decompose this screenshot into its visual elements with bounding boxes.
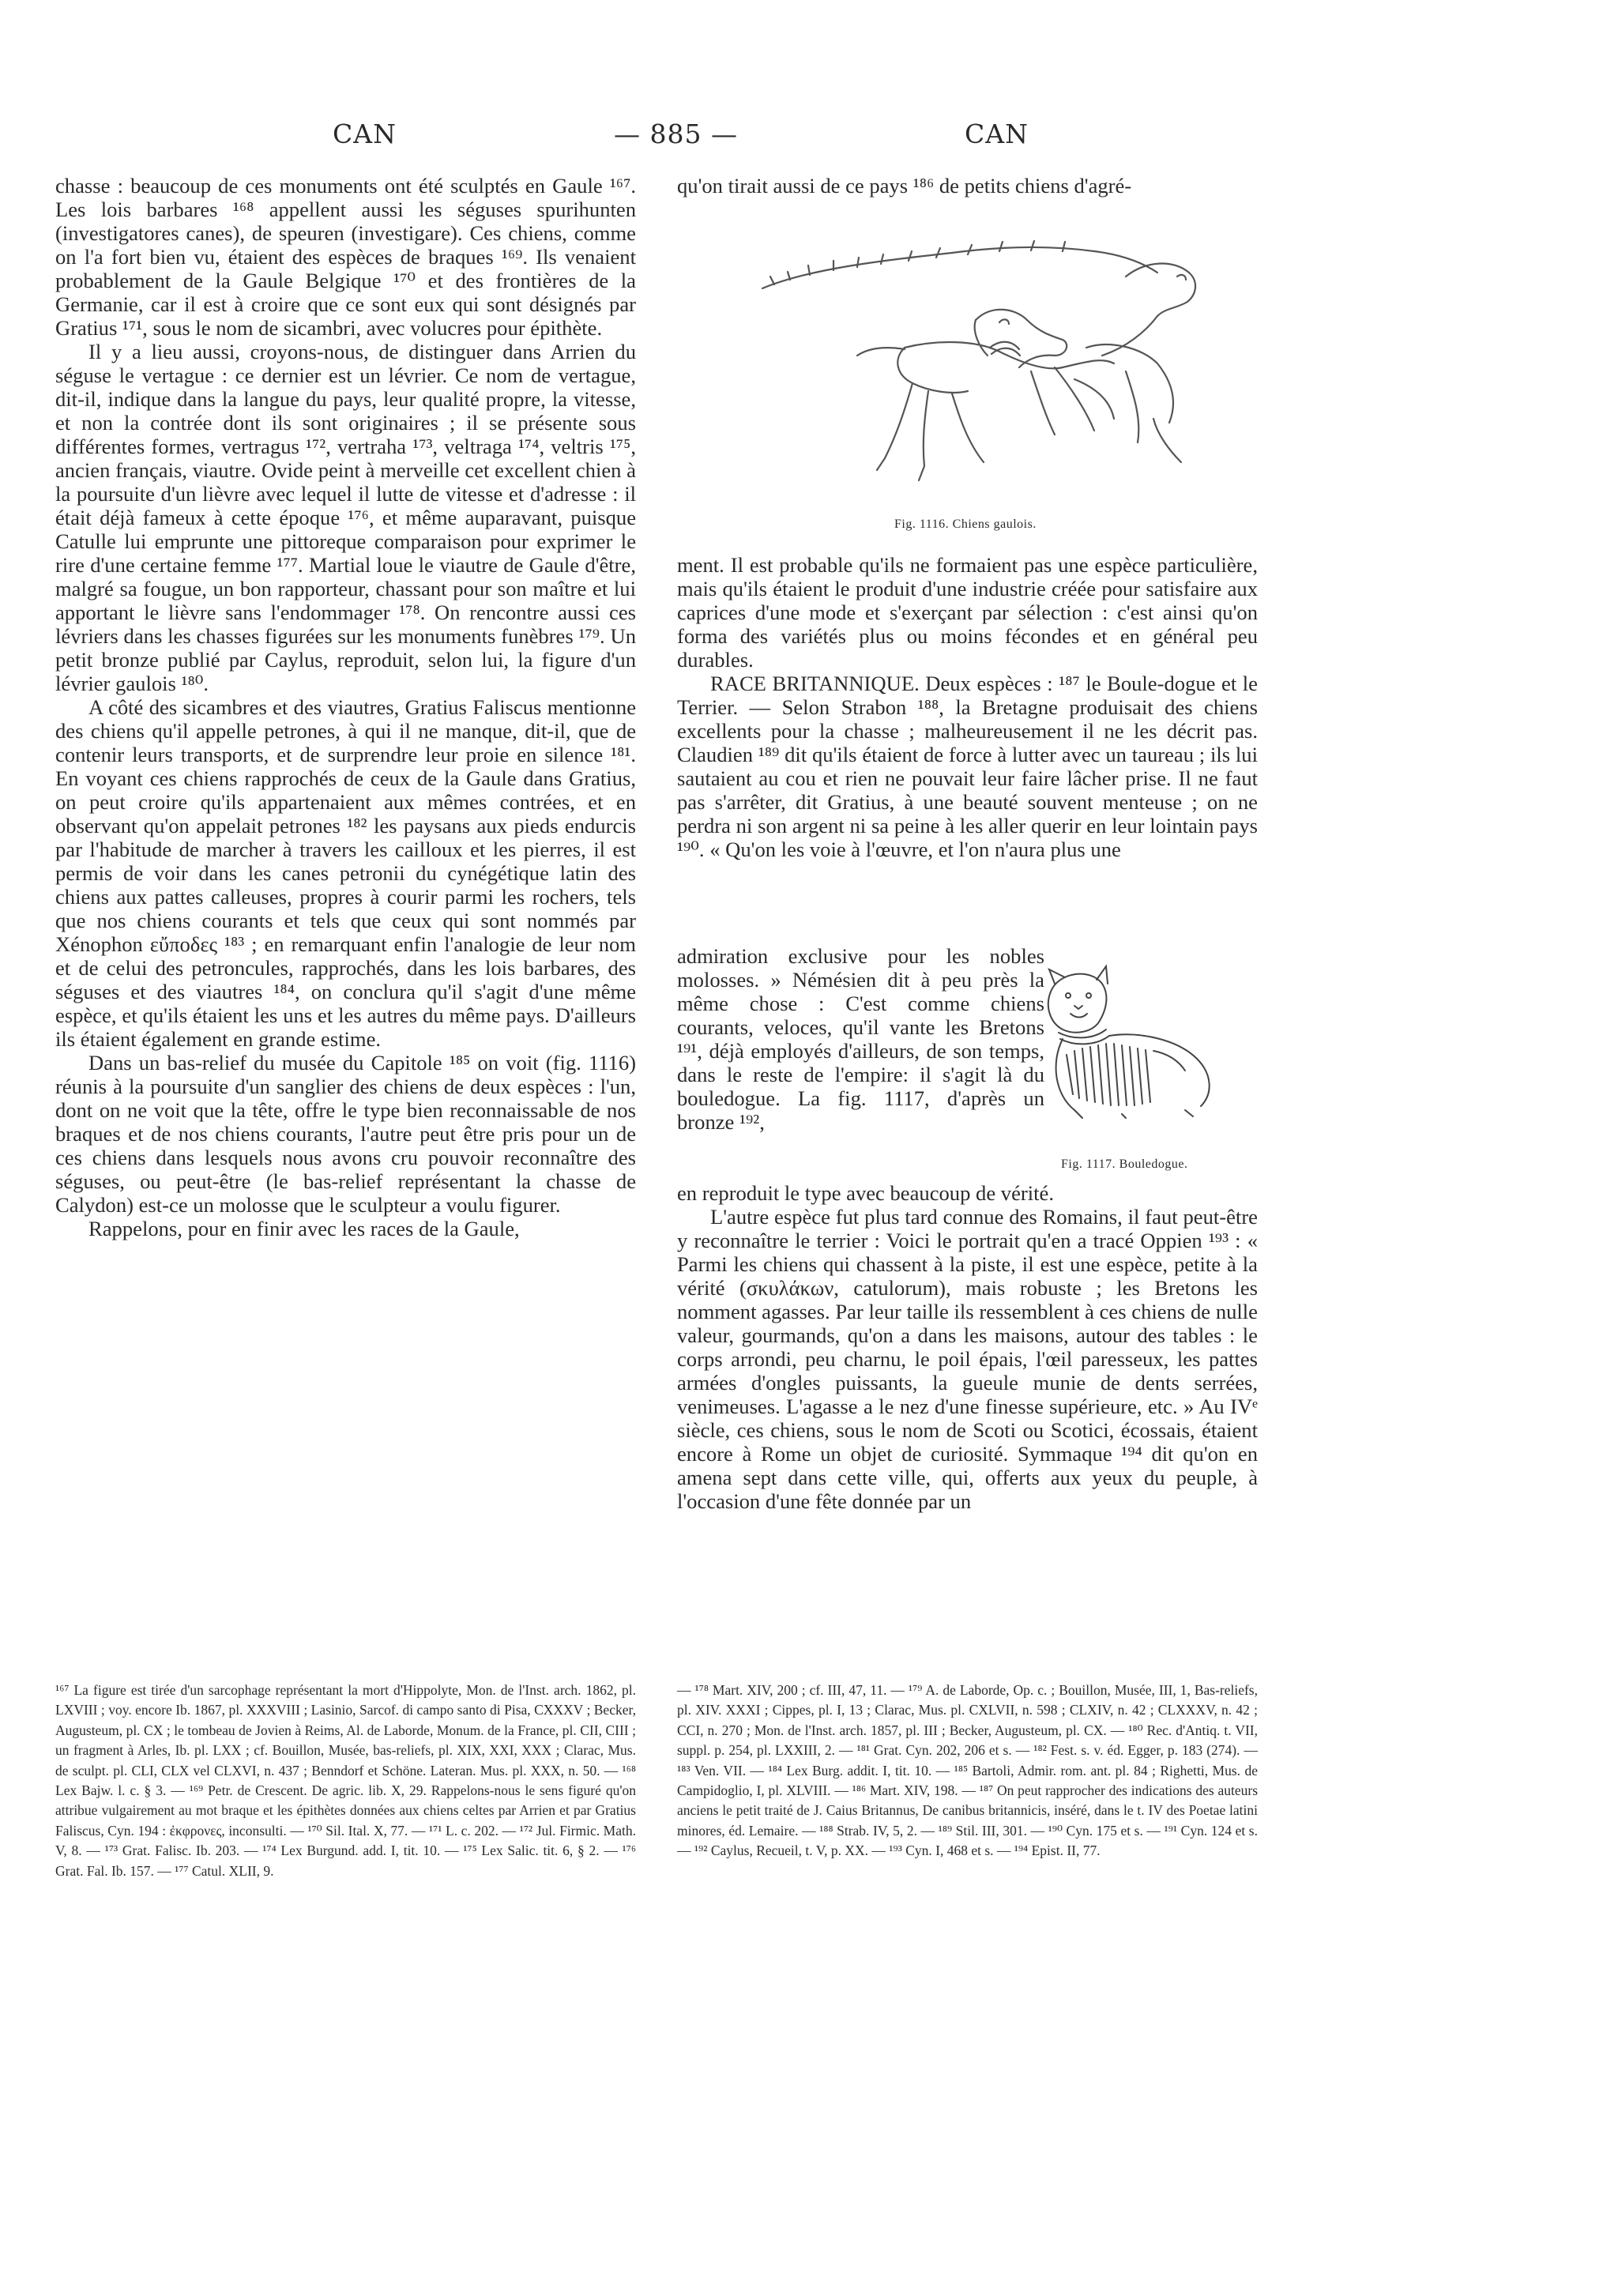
- left-column: [55, 174, 636, 1240]
- paragraph: Il y a lieu aussi, croyons-nous, de distinguer dans Arrien du séguse le vertague : ce dernier est un lévrier. Ce nom de vertague, dit-il, indique dans la langue du pays, leur qualité propre, la vitesse, et non la contrée dont ils sont originaires ; il se présente sous différentes formes, vertragus ¹⁷², vertraha ¹⁷³, veltraga ¹⁷⁴, veltris ¹⁷⁵, ancien français, viautre. Ovide peint à merveille cet excellent chien à la poursuite d'un lièvre avec lequel il lutte de vitesse et d'adresse : il était déjà fameux à cette époque ¹⁷⁶, et même auparavant, puisque Catulle lui emprunte une pittoreque comparaison pour exprimer le rire d'une certaine femme ¹⁷⁷. Martial loue le viautre de Gaule d'être, malgré sa fougue, un bon rapporteur, chassant pour son maître et lui apportant le lièvre sans l'endommager ¹⁷⁸. On rencontre aussi ces lévriers dans les chasses figurées sur les monuments funèbres ¹⁷⁹. Un petit bronze publié par Caylus, reproduit, selon lui, la figure d'un lévrier gaulois ¹⁸⁰.: [55, 340, 636, 695]
- footnotes-left: [55, 1681, 636, 1881]
- figure-1116-dogs-illustration: [715, 229, 1205, 506]
- footnote-block: — ¹⁷⁸ Mart. XIV, 200 ; cf. III, 47, 11. — ¹⁷⁹ A. de Laborde, Op. c. ; Bouillon, Musée, III, 1, Bas-reliefs, pl. XIV. XXXI ; Cippes, pl. I, 13 ; Clarac, Mus. pl. CXLVII, n. 598 ; CLXIV, n. 42 ; CLXXXV, n. 42 ; CCI, n. 270 ; Mon. de l'Inst. arch. 1857, pl. III ; Becker, Augusteum, pl. CX. — ¹⁸⁰ Rec. d'Antiq. t. VII, suppl. p. 254, pl. LXXIII, 2. — ¹⁸¹ Grat. Cyn. 202, 206 et s. — ¹⁸² Fest. s. v. éd. Egger, p. 183 (274). — ¹⁸³ Ven. VII. — ¹⁸⁴ Lex Burg. addit. I, tit. 10. — ¹⁸⁵ Bartoli, Admir. rom. ant. pl. 84 ; Righetti, Mus. de Campidoglio, I, pl. XLVIII. — ¹⁸⁶ Mart. XIV, 198. — ¹⁸⁷ On peut rapprocher des indications des auteurs anciens le petit traité de J. Caius Britannus, De canibus britannicis, inséré, dans le t. IV des Poetae latini minores, éd. Lemaire. — ¹⁸⁸ Strab. IV, 5, 2. — ¹⁸⁹ Stil. III, 301. — ¹⁹⁰ Cyn. 175 et s. — ¹⁹¹ Cyn. 124 et s. — ¹⁹² Caylus, Recueil, t. V, p. XX. — ¹⁹³ Cyn. I, 468 et s. — ¹⁹⁴ Epist. II, 77.: [677, 1682, 1258, 1859]
- figure-1117-caption: Fig. 1117. Bouledogue.: [1061, 1157, 1188, 1171]
- running-head-right: CAN: [965, 119, 1029, 149]
- paragraph: Dans un bas-relief du musée du Capitole ¹⁸⁵ on voit (fig. 1116) réunis à la poursuite d'un sanglier des chiens de deux espèces : l'un, dont on ne voit que la tête, offre le type bien reconnaissable de nos braques et de nos chiens courants, l'autre peut être pris pour un de ces chiens dans lesquels nous avons cru pouvoir reconnaître des séguses, ou peut-être (le bas-relief représentant la chasse de Calydon) est-ce un molosse que le sculpteur a voulu figurer.: [55, 1051, 636, 1217]
- footnotes-right: [677, 1681, 1258, 1861]
- paragraph: ment. Il est probable qu'ils ne formaient pas une espèce particulière, mais qu'ils étaient le produit d'une industrie créée pour satisfaire aux caprices d'une mode et s'exerçant par sélection : c'est ainsi qu'on forma des variétés plus ou moins fécondes et en général peu durables.: [677, 553, 1258, 672]
- paragraph: A côté des sicambres et des viautres, Gratius Faliscus mentionne des chiens qu'il appelle petrones, à qui il ne manque, dit-il, que de contenir leurs transports, et de surprendre leur proie en silence ¹⁸¹. En voyant ces chiens rapprochés de ceux de la Gaule dans Gratius, on peut croire qu'ils appartenaient aux mêmes contrées, et en observant qu'on appelait petrones ¹⁸² les paysans aux pieds endurcis par l'habitude de marcher à travers les cailloux et les pierres, il est permis de voir dans les canes petronii du cynégétique latin des chiens aux pattes calleuses, propres à courir parmi les rochers, tels que nos chiens courants et tels que ceux qui sont nommés par Xénophon εὔποδες ¹⁸³ ; en remarquant enfin l'analogie de leur nom et de celui des petroncules, rapprochés, dans les lois barbares, des séguses et des viautres ¹⁸⁴, on conclura qu'il s'agit d'une même espèce, et qu'ils étaient les uns et les autres du même pays. D'ailleurs ils étaient également en grande estime.: [55, 695, 636, 1051]
- right-column-middle: [677, 553, 1258, 861]
- paragraph: chasse : beaucoup de ces monuments ont été sculptés en Gaule ¹⁶⁷. Les lois barbares ¹⁶⁸ appellent aussi les séguses spurihunten (investigatores canes), de speuren (investigare). Ces chiens, comme on l'a fort bien vu, étaient des espèces de braques ¹⁶⁹. Ils venaient probablement de la Gaule Belgique ¹⁷⁰ et des frontières de la Germanie, car il est à croire que ce sont eux qui sont désignés par Gratius ¹⁷¹, sous le nom de sicambri, avec volucres pour épithète.: [55, 174, 636, 340]
- paragraph: L'autre espèce fut plus tard connue des Romains, il faut peut-être y reconnaître le terrier : Voici le portrait qu'en a tracé Oppien ¹⁹³ : « Parmi les chiens qui chassent à la piste, il est une espèce, petite à la vérité (σκυλάκων, catulorum), mais robuste ; les Bretons les nomment agasses. Par leur taille ils ressemblent à ces chiens de nulle valeur, gourmands, qu'on a dans les maisons, autour des tables : le corps arrondi, peu charnu, le poil épais, l'œil paresseux, les pattes armées d'ongles puissants, la gueule munie de dents serrées, venimeuses. L'agasse a le nez d'une finesse supérieure, etc. » Au IVᵉ siècle, ces chiens, sous le nom de Scoti ou Scotici, écossais, étaient encore à Rome un objet de curiosité. Symmaque ¹⁹⁴ dit qu'on en amena sept dans cette ville, qui, offerts aux yeux du peuple, à l'occasion d'une fête donnée par un: [677, 1205, 1258, 1513]
- right-column-wrap: [677, 944, 1044, 1134]
- figure-1116-caption: Fig. 1116. Chiens gaulois.: [894, 518, 1037, 531]
- figure-1117-bulldog-bronze: [1027, 960, 1232, 1126]
- footnote-block: ¹⁶⁷ La figure est tirée d'un sarcophage représentant la mort d'Hippolyte, Mon. de l'Inst. arch. 1862, pl. LXVIII ; voy. encore Ib. 1867, pl. XXXVIII ; Lasinio, Sarcof. di campo santo di Pisa, CXXXV ; Becker, Augusteum, pl. CX ; le tombeau de Jovien à Reims, Al. de Laborde, Monum. de la France, pl. CII, CIII ; un fragment à Arles, Ib. pl. LXX ; cf. Bouillon, Musée, bas-reliefs, pl. XIX, XXI, XXX ; Clarac, Mus. de sculpt. pl. CLI, CLX vel CLXVI, n. 437 ; Benndorf et Schöne. Lateran. Mus. pl. XXX, n. 50. — ¹⁶⁸ Lex Bajw. l. c. § 3. — ¹⁶⁹ Petr. de Crescent. De agric. lib. X, 29. Rappelons-nous le sens figuré qu'on attribue vulgairement au mot braque et les épithètes données aux chiens celtes par Arrien et par Gratius Faliscus, Cyn. 194 : ἐκφρονες, inconsulti. — ¹⁷⁰ Sil. Ital. X, 77. — ¹⁷¹ L. c. 202. — ¹⁷² Jul. Firmic. Math. V, 8. — ¹⁷³ Grat. Falisc. Ib. 203. — ¹⁷⁴ Lex Burgund. add. I, tit. 10. — ¹⁷⁵ Lex Salic. tit. 6, § 2. — ¹⁷⁶ Grat. Fal. Ib. 157. — ¹⁷⁷ Catul. XLII, 9.: [55, 1682, 636, 1879]
- right-column-top: [677, 174, 1258, 198]
- running-head-left: CAN: [333, 119, 397, 149]
- paragraph: Rappelons, pour en finir avec les races de la Gaule,: [88, 1217, 520, 1240]
- paragraph: RACE BRITANNIQUE. Deux espèces : ¹⁸⁷ le Boule-dogue et le Terrier. — Selon Strabon ¹⁸⁸, la Bretagne produisait des chiens excellents pour la chasse ; malheureusement il ne les décrit pas. Claudien ¹⁸⁹ dit qu'ils étaient de force à lutter avec un taureau ; ils lui sautaient au cou et rien ne pouvait leur faire lâcher prise. Il ne faut pas s'arrêter, dit Gratius, à une beauté souvent menteuse ; on ne perdra ni son argent ni sa peine à les aller querir en leur lointain pays ¹⁹⁰. « Qu'on les voie à l'œuvre, et l'on n'aura plus une: [677, 672, 1258, 861]
- paragraph: qu'on tirait aussi de ce pays ¹⁸⁶ de petits chiens d'agré-: [677, 174, 1132, 198]
- paragraph: en reproduit le type avec beaucoup de vérité.: [677, 1181, 1054, 1205]
- paragraph: admiration exclusive pour les nobles molosses. » Némésien dit à peu près la même chose : C'est comme chiens courants, veloces, qu'il vante les Bretons ¹⁹¹, déjà employés d'ailleurs, de son temps, dans le reste de l'empire: il s'agit là du bouledogue. La fig. 1117, d'après un bronze ¹⁹²,: [677, 944, 1044, 1134]
- right-column-bottom: [677, 1181, 1258, 1513]
- page-number: — 885 —: [614, 119, 738, 149]
